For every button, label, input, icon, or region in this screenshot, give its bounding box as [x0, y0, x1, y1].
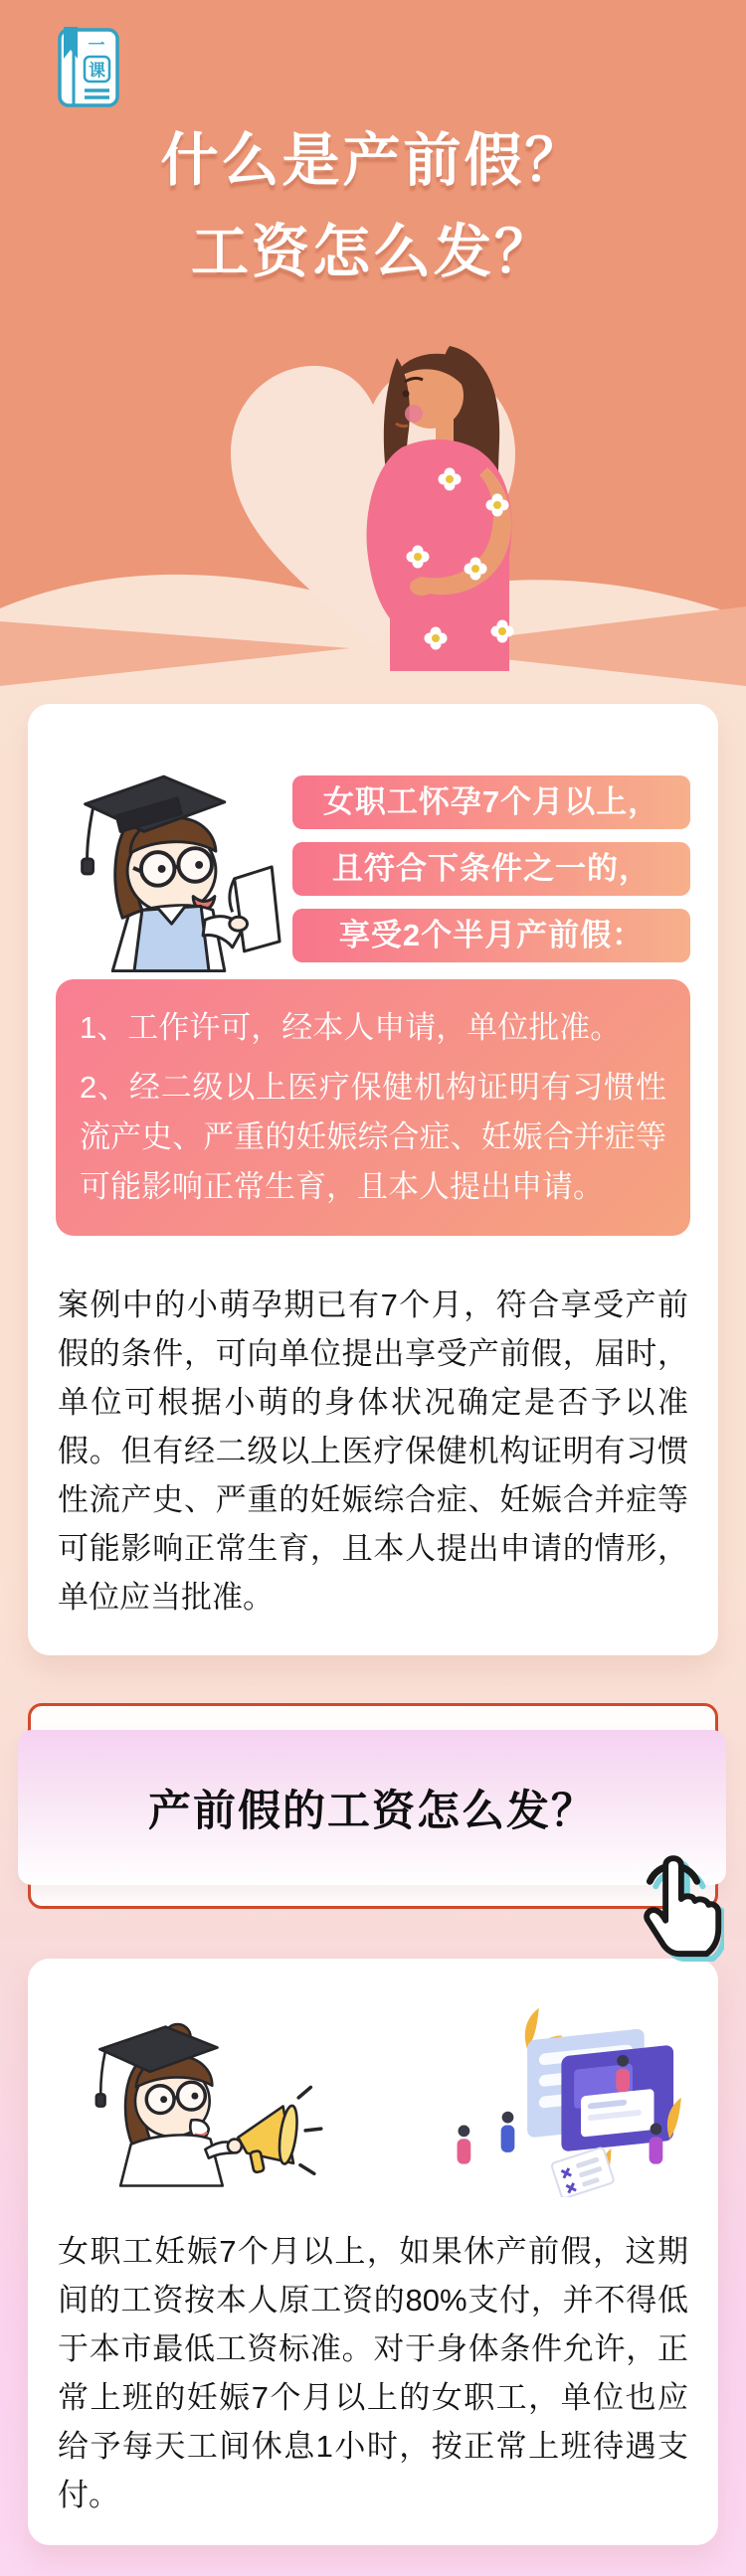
page-title-line2: 工资怎么发？: [190, 220, 555, 284]
banner-line-1: 女职工怀孕7个月以上，: [292, 775, 690, 829]
logo-char-top: 一: [88, 36, 105, 55]
conditions-box: [56, 979, 690, 1236]
logo-char-main: 课: [89, 61, 105, 81]
banner-title-box: [18, 1730, 726, 1885]
case-analysis-paragraph: 案例中的小萌孕期已有7个月，符合享受产前假的条件，可向单位提出享受产前假，届时，单位可根据小萌的身体状况确定是否予以准假。但有经二级以上医疗保健机构证明有习惯性流产史、严重的妊娠综合症、妊娠合并症等可能影响正常生育，且本人提出申请的情形，单位应当批准。: [58, 1288, 688, 1615]
clipboard: [551, 2147, 615, 2197]
scholar-reading-illustration: [56, 752, 286, 972]
banner-line-2: 且符合下条件之一的，: [292, 842, 690, 896]
book-logo-icon: [52, 24, 123, 109]
page-title-line1: 什么是产前假？: [160, 128, 586, 193]
article-body: [0, 686, 746, 2576]
condition-item-1: 1、工作许可，经本人申请，单位批准。: [80, 1010, 622, 1045]
page-title: [0, 115, 746, 298]
wage-payment-card: [28, 1959, 718, 2545]
condition-item-2: 2、经二级以上医疗保健机构证明有习惯性流产史、严重的妊娠综合症、妊娠合并症等可能影响正常生育，且本人提出申请。: [80, 1070, 666, 1204]
scholar-megaphone-illustration: [76, 1994, 326, 2199]
dashboard-illustration: [380, 2002, 684, 2197]
section-title: 产前假的工资怎么发？: [148, 1787, 596, 1835]
prenatal-leave-card: [28, 704, 718, 1655]
banner-line-3: 享受2个半月产前假：: [292, 909, 690, 962]
banner-lines: [292, 756, 690, 979]
illustration-row: [56, 1994, 690, 2205]
wage-rule-paragraph: 女职工妊娠7个月以上，如果休产前假，这期间的工资按本人原工资的80%支付，并不得低于本市最低工资标准。对于身体条件允许，正常上班的妊娠7个月以上的女职工，单位也应给予每天工间休息1小时，按正常上班待遇支付。: [58, 2234, 688, 2512]
pregnant-woman-illustration: [0, 308, 746, 686]
paper: [235, 867, 280, 951]
tap-cursor-icon: [623, 1838, 724, 1962]
intro-row: [56, 756, 690, 979]
hero-section: [0, 0, 746, 686]
section-banner[interactable]: [28, 1703, 718, 1909]
